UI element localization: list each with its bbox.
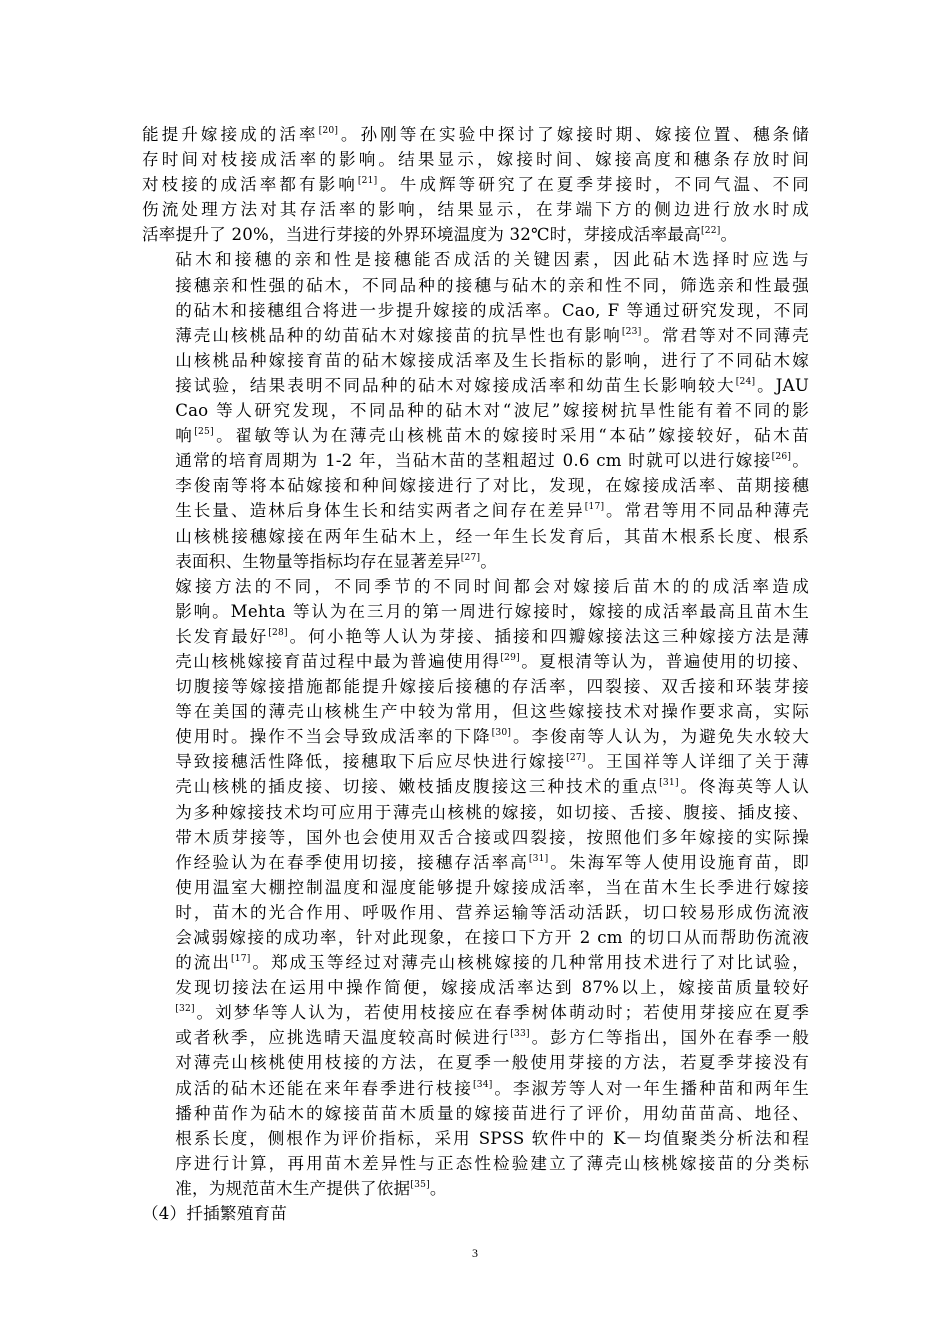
text-run: 使用时。操作不当会导致成活率的下降: [175, 727, 492, 747]
text-run: 伤流处理方法对其存活率的影响，结果显示，在芽端下方的侧边进行放水时成: [142, 200, 809, 220]
text-run: 使用温室大棚控制温度和湿度能够提升嫁接成活率，当在苗木生长季进行嫁接: [175, 877, 809, 897]
text-line: [142, 900, 809, 925]
text-run: 。佟海英等人认: [678, 777, 810, 797]
text-run: 的砧木和接穗组合将进一步提升嫁接的成活率。Cao, F 等通过研究发现，不同: [175, 300, 809, 320]
citation-ref: [27]: [460, 552, 481, 563]
citation-ref: [31]: [659, 778, 679, 789]
citation-ref: [24]: [735, 377, 756, 388]
text-run: 。: [429, 1178, 447, 1198]
text-run: 时，苗木的光合作用、呼吸作用、营养运输等活动活跃，切口较易形成伤流液: [175, 902, 809, 922]
text-line: [142, 674, 809, 699]
text-run: 。牛成辉等研究了在夏季芽接时，不同气温、不同: [377, 175, 809, 195]
citation-ref: [32]: [175, 1004, 195, 1015]
text-run: 。: [720, 225, 738, 245]
text-run: 成活的砧木还能在来年春季进行枝接: [175, 1078, 474, 1098]
text-run: 。李俊南等人认为，为避免失水较大: [511, 727, 809, 747]
text-run: 或者秋季，应挑选晴天温度较高时候进行: [175, 1028, 511, 1048]
text-line: [142, 1101, 809, 1126]
text-run: 的流出: [175, 953, 232, 973]
citation-ref: [20]: [318, 126, 339, 137]
text-run: 。JAU: [755, 375, 810, 395]
text-run: 。王国祥等人详细了关于薄: [585, 752, 809, 772]
text-run: 为多种嫁接技术均可应用于薄壳山核桃的嫁接，如切接、舌接、腹接、插皮接、: [175, 802, 809, 822]
text-run: 发现切接法在运用中操作简便，嫁接成活率达到 87%以上，嫁接苗质量较好: [175, 978, 809, 998]
text-line: [142, 1050, 809, 1075]
text-run: 。何小艳等人认为芽接、插接和四瓣嫁接法这三种嫁接方法是薄: [287, 626, 809, 646]
text-run: 生长量、造林后身体生长和结实两者之间存在差异: [175, 501, 585, 521]
text-run: 作经验认为在春季使用切接，接穗存活率高: [175, 852, 529, 872]
text-line: [142, 699, 809, 724]
text-line: [142, 473, 809, 498]
text-run: 砧木和接穗的亲和性是接穗能否成活的关键因素，因此砧木选择时应选与: [175, 250, 809, 270]
body-text: [142, 122, 809, 1226]
text-line: [142, 1000, 809, 1025]
text-line: [142, 950, 809, 975]
text-run: 。郑成玉等经过对薄壳山核桃嫁接的几种常用技术进行了对比试验，: [250, 953, 809, 973]
text-line: [142, 398, 809, 423]
citation-ref: [27]: [566, 753, 586, 764]
text-line: [142, 774, 809, 799]
citation-ref: [28]: [268, 628, 288, 639]
text-line: [142, 975, 809, 1000]
text-run: 嫁接方法的不同，不同季节的不同时间都会对嫁接后苗木的的成活率造成: [175, 576, 809, 596]
text-line: [142, 925, 809, 950]
text-line: [142, 1025, 809, 1050]
paragraph: [142, 122, 809, 247]
paragraph: [142, 247, 809, 573]
text-run: 影响。Mehta 等认为在三月的第一周进行嫁接时，嫁接的成活率最高且苗木生: [175, 601, 809, 621]
text-run: 山核桃品种嫁接育苗的砧木嫁接成活率及生长指标的影响，进行了不同砧木嫁: [175, 350, 809, 370]
text-line: [142, 348, 809, 373]
text-run: 响: [175, 426, 195, 446]
text-run: 。: [791, 451, 810, 471]
text-line: [142, 749, 809, 774]
citation-ref: [22]: [700, 226, 721, 237]
text-line: [142, 524, 809, 549]
text-run: 序进行计算，再用苗木差异性与正态性检验建立了薄壳山核桃嫁接苗的分类标: [175, 1153, 809, 1173]
text-run: 切腹接等嫁接措施都能提升嫁接后接穗的存活率，四裂接、双舌接和环装芽接: [175, 677, 809, 697]
citation-ref: [31]: [528, 853, 549, 864]
text-run: 存时间对枝接成活率的影响。结果显示，嫁接时间、嫁接高度和穗条存放时间: [142, 150, 809, 170]
text-line: [142, 323, 809, 348]
text-run: 导致接穗活性降低，接穗取下后应尽快进行嫁接: [175, 752, 567, 772]
page-number: 3: [472, 1246, 478, 1260]
text-line: [142, 724, 809, 749]
text-run: 准，为规范苗木生产提供了依据: [175, 1178, 411, 1198]
text-line: [142, 172, 809, 197]
citation-ref: [35]: [410, 1180, 430, 1191]
text-line: [142, 423, 809, 448]
text-run: 播种苗作为砧木的嫁接苗苗木质量的嫁接苗进行了评价，用幼苗苗高、地径、: [175, 1103, 809, 1123]
text-line: [142, 247, 809, 272]
text-run: 带木质芽接等，国外也会使用双舌合接或四裂接，按照他们多年嫁接的实际操: [175, 827, 809, 847]
text-run: 对枝接的成活率都有影响: [142, 175, 358, 195]
text-line: [142, 298, 809, 323]
text-line: [142, 549, 809, 574]
citation-ref: [23]: [621, 326, 642, 337]
text-line: [142, 147, 809, 172]
text-line: [142, 273, 809, 298]
text-run: 会减弱嫁接的成功率，针对此现象，在接口下方开 2 cm 的切口从而帮助伤流液: [175, 928, 809, 947]
text-run: 等在美国的薄壳山核桃生产中较为常用，但这些嫁接技术对操作要求高，实际: [175, 702, 809, 722]
text-run: 表面积、生物量等指标均存在显著差异: [175, 551, 461, 571]
text-run: 壳山核桃嫁接育苗过程中最为普遍使用得: [175, 651, 501, 671]
text-line: [142, 624, 809, 649]
text-line: [142, 122, 809, 147]
text-run: 山核桃接穗嫁接在两年生砧木上，经一年生长发育后，其苗木根系长度、根系: [175, 526, 809, 546]
text-run: 。翟敏等认为在薄壳山核桃苗木的嫁接时采用“本砧”嫁接较好，砧木苗: [213, 426, 809, 446]
text-line: [142, 498, 809, 523]
citation-ref: [17]: [231, 954, 251, 965]
text-run: 。常君等用不同品种薄壳: [604, 501, 809, 521]
text-line: [142, 825, 809, 850]
paragraph: [142, 574, 809, 1201]
text-line: [142, 1126, 809, 1151]
text-run: 李俊南等将本砧嫁接和种间嫁接进行了对比，发现，在嫁接成活率、苗期接穗: [175, 476, 809, 496]
text-line: [142, 1151, 809, 1176]
citation-ref: [30]: [491, 728, 512, 739]
text-run: 长发育最好: [175, 626, 269, 646]
text-run: 根系长度，侧根作为评价指标，采用 SPSS 软件中的 K－均值聚类分析法和程: [175, 1128, 809, 1148]
citation-ref: [25]: [194, 427, 214, 438]
text-line: [142, 800, 809, 825]
text-run: 。常君等对不同薄壳: [641, 325, 809, 345]
citation-ref: [21]: [357, 176, 378, 187]
text-line: [142, 1076, 809, 1101]
text-line: [142, 875, 809, 900]
text-run: 。刘梦华等人认为，若使用枝接应在春季树体萌动时；若使用芽接应在夏季: [194, 1003, 809, 1023]
text-line: [142, 574, 809, 599]
text-run: 壳山核桃的插皮接、切接、嫩枝插皮腹接这三种技术的重点: [175, 777, 660, 797]
text-run: 。朱海军等人使用设施育苗，即: [548, 852, 809, 872]
text-run: 。: [480, 551, 498, 571]
text-run: 。彭方仁等指出，国外在春季一般: [529, 1028, 809, 1048]
text-run: 对薄壳山核桃使用枝接的方法，在夏季一般使用芽接的方法，若夏季芽接没有: [175, 1053, 809, 1073]
text-line: [142, 448, 809, 473]
citation-ref: [17]: [584, 502, 605, 513]
text-line: [142, 649, 809, 674]
text-run: 。李淑芳等人对一年生播种苗和两年生: [492, 1078, 809, 1098]
text-run: 活率提升了 20%，当进行芽接的外界环境温度为 32℃时，芽接成活率最高: [142, 225, 701, 245]
text-run: 能提升嫁接成的活率: [142, 125, 319, 144]
text-line: [142, 373, 809, 398]
section-heading: （4）扦插繁殖育苗: [142, 1204, 288, 1224]
citation-ref: [29]: [500, 653, 520, 664]
text-line: [142, 850, 809, 875]
text-run: 通常的培育周期为 1-2 年，当砧木苗的茎粗超过 0.6 cm 时就可以进行嫁接: [175, 451, 772, 471]
text-line: [142, 1176, 809, 1201]
citation-ref: [26]: [771, 452, 792, 463]
text-run: 接试验，结果表明不同品种的砧木对嫁接成活率和幼苗生长影响较大: [175, 375, 736, 395]
text-line: [142, 222, 809, 247]
text-line: [142, 599, 809, 624]
text-run: 。孙刚等在实验中探讨了嫁接时期、嫁接位置、穗条储: [338, 125, 809, 144]
citation-ref: [33]: [510, 1029, 530, 1040]
text-run: Cao 等人研究发现，不同品种的砧木对“波尼”嫁接树抗旱性能有着不同的影: [175, 401, 809, 421]
citation-ref: [34]: [473, 1079, 493, 1090]
text-run: 接穗亲和性强的砧木，不同品种的接穗与砧木的亲和性不同，筛选亲和性最强: [175, 275, 809, 295]
text-run: 。夏根清等认为，普遍使用的切接、: [519, 651, 809, 671]
text-line: [142, 197, 809, 222]
text-run: 薄壳山核桃品种的幼苗砧木对嫁接苗的抗旱性也有影响: [175, 325, 622, 345]
